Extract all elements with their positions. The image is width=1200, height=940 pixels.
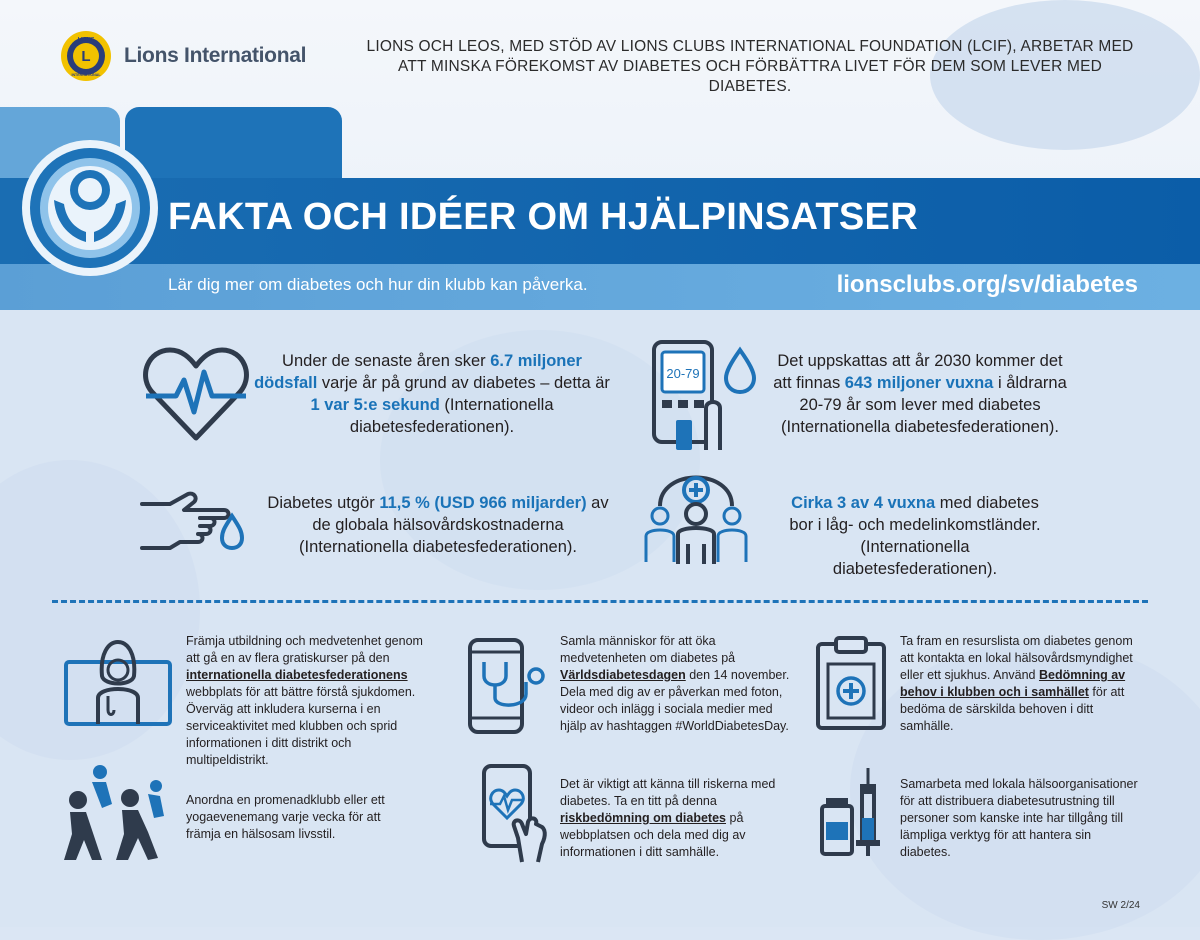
needs-assessment-link[interactable]: Bedömning av behov i klubben och i samhället <box>900 668 1126 699</box>
page-title: FAKTA OCH IDÉER OM HJÄLPINSATSER <box>168 196 918 238</box>
idea-risk-assessment: Det är viktigt att känna till riskerna med diabetes. Ta en titt på denna riskbedömning om diabetes på webbplatsen och dela med dig av informationen i ditt samhälle. <box>560 777 776 859</box>
svg-text:20-79: 20-79 <box>666 366 700 381</box>
hand-drop-icon <box>140 488 250 560</box>
lions-emblem-icon <box>60 30 112 82</box>
diabetes-hands-emblem-icon <box>20 138 160 278</box>
svg-text:LIONS: LIONS <box>77 37 95 43</box>
idea-world-diabetes-day: Samla människor för att öka medvetenheten om diabetes på Världsdiabetesdagen den 14 november. Dela med dig av er påverkan med foton, videor och inlägg i sociala medier med hjälp av hashtaggen #WorldDiabetesDay. <box>560 634 790 733</box>
walking-people-icon <box>56 764 168 864</box>
section-divider <box>52 600 1148 603</box>
heart-pulse-icon <box>142 344 250 444</box>
vial-syringe-icon <box>816 766 888 858</box>
idea-walking-club: Anordna en promenadklubb eller ett yogaevenemang varje vecka för att främja en hälsosam livsstil. <box>186 793 385 841</box>
community-health-icon <box>640 462 752 566</box>
phone-stethoscope-icon <box>466 638 548 734</box>
idf-link[interactable]: internationella diabetesfederationens <box>186 668 408 682</box>
fact-deaths: Under de senaste åren sker 6.7 miljoner dödsfall varje år på grund av diabetes – detta är 1 var 5:e sekund (Internationella diabetesfederationen). <box>254 352 610 436</box>
brand-name: Lions International <box>124 44 307 67</box>
idea-equipment: Samarbeta med lokala hälsoorganisationer för att distribuera diabetesutrustning till personer som kanske inte har tillgång till lämpliga verktyg för att hantera sin diabetes. <box>900 777 1138 859</box>
glucose-meter-icon <box>648 338 760 454</box>
risk-assessment-link[interactable]: riskbedömning om diabetes <box>560 811 727 825</box>
svg-text:L: L <box>81 48 91 65</box>
intro-text: LIONS OCH LEOS, MED STÖD AV LIONS CLUBS INTERNATIONAL FOUNDATION (LCIF), ARBETAR MED ATT MINSKA FÖREKOMST AV DIABETES OCH FÖRBÄTTRA LIVET FÖR DEM SOM LEVER MED DIABETES. <box>366 38 1134 95</box>
clipboard-medical-icon <box>814 636 888 732</box>
lions-logo <box>60 30 306 82</box>
fact-adults-2030: Det uppskattas att år 2030 kommer det att finnas 643 miljoner vuxna i åldrarna 20-79 år som lever med diabetes (Internationella diabetesfederationen). <box>773 352 1067 436</box>
fact-low-income: Cirka 3 av 4 vuxna med diabetes bor i låg- och medelinkomstländer. (Internationella diabetesfederationen). <box>789 494 1041 578</box>
world-diabetes-day-link[interactable]: Världsdiabetesdagen <box>560 668 686 682</box>
document-code: SW 2/24 <box>1101 900 1140 911</box>
phone-heart-touch-icon <box>478 764 552 864</box>
page-subtitle: Lär dig mer om diabetes och hur din klubb kan påverka. <box>168 275 588 294</box>
idea-resource-list: Ta fram en resurslista om diabetes genom att kontakta en lokal hälsovårdsmyndighet eller ett sjukhus. Använd Bedömning av behov i klubben och i samhället för att bedöma de särskilda behoven i ditt samhälle. <box>900 634 1133 733</box>
svg-text:INTERNATIONAL: INTERNATIONAL <box>71 73 101 77</box>
diabetes-link[interactable]: lionsclubs.org/sv/diabetes <box>836 271 1138 298</box>
fact-costs: Diabetes utgör 11,5 % (USD 966 miljarder) av de globala hälsovårdskostnaderna (Internationella diabetesfederationen). <box>267 494 609 556</box>
online-course-icon <box>62 638 174 730</box>
idea-education: Främja utbildning och medvetenhet genom att gå en av flera gratiskurser på den internationella diabetesfederationens webbplats för att bättre förstå sjukdomen. Överväg att inkludera kurserna i en serviceaktivitet med klubben och sprid informationen i ditt distrikt och multipeldistrikt. <box>186 634 423 767</box>
